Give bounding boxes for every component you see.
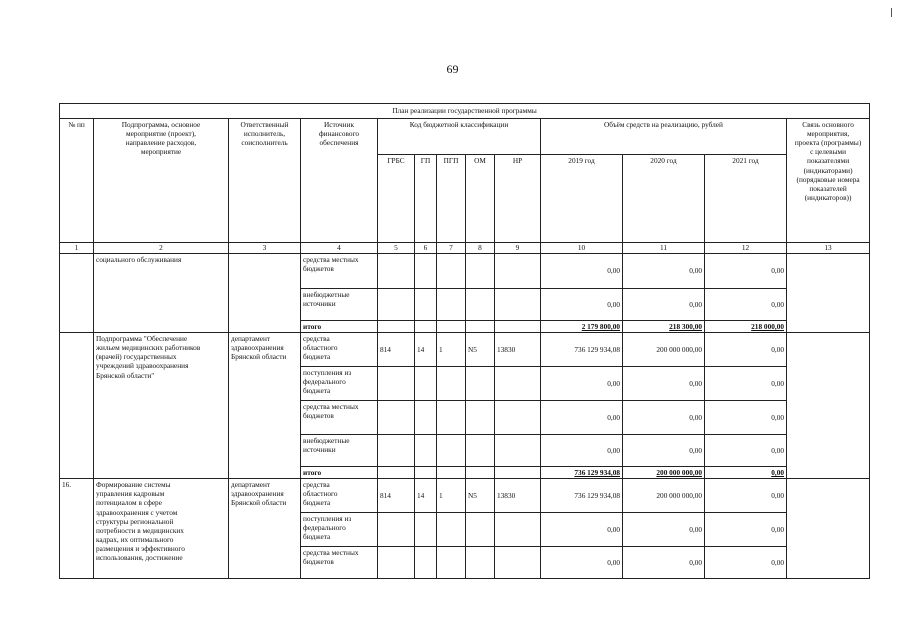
code-nr: 13830 — [495, 333, 541, 367]
col-number: 3 — [229, 243, 301, 254]
header-source: Источник финансового обеспечения — [301, 119, 378, 243]
header-volume: Объём средств на реализацию, рублей — [541, 119, 787, 155]
row-source: средства местных бюджетов — [301, 401, 378, 435]
code-gp: 14 — [415, 479, 437, 513]
value-2020: 218 300,00 — [623, 321, 705, 333]
column-number-row — [60, 243, 870, 254]
header-link: Связь основного мероприятия, проекта (программы) с целевыми показателями (индикаторами) (порядковые номера показателей (индикаторов)) — [787, 119, 870, 243]
value-2021: 0,00 — [705, 467, 787, 479]
row-num: 16. — [60, 479, 94, 579]
header-2019: 2019 год — [541, 155, 623, 243]
value-2019: 0,00 — [541, 435, 623, 467]
code-grbs: 814 — [378, 333, 415, 367]
value-2020: 200 000 000,00 — [623, 333, 705, 367]
value-2021: 0,00 — [705, 254, 787, 289]
value-2020: 0,00 — [623, 289, 705, 321]
code-nr: 13830 — [495, 479, 541, 513]
row-description: Подпрограмма "Обеспечение жильем медицинских работников (врачей) государственных учреждений здравоохранения Брянской области" — [94, 333, 229, 479]
code-grbs: 814 — [378, 479, 415, 513]
code-pgp: 1 — [437, 333, 466, 367]
value-2021: 218 000,00 — [705, 321, 787, 333]
col-number: 8 — [466, 243, 495, 254]
header-nr: НР — [495, 155, 541, 243]
header-responsible: Ответственный исполнитель, соисполнитель — [229, 119, 301, 243]
value-2020: 0,00 — [623, 547, 705, 579]
value-2021: 0,00 — [705, 333, 787, 367]
value-2021: 0,00 — [705, 435, 787, 467]
row-source: средства местных бюджетов — [301, 547, 378, 579]
edge-mark — [891, 8, 892, 17]
value-2019: 0,00 — [541, 254, 623, 289]
code-om: N5 — [466, 479, 495, 513]
plan-table — [59, 103, 870, 579]
row-source: средства областного бюджета — [301, 479, 378, 513]
value-2019: 2 179 800,00 — [541, 321, 623, 333]
value-2019: 736 129 934,08 — [541, 333, 623, 367]
page-number: 69 — [446, 62, 459, 76]
value-2019: 736 129 934,08 — [541, 467, 623, 479]
value-2020: 200 000 000,00 — [623, 479, 705, 513]
col-number: 11 — [623, 243, 705, 254]
title-row — [60, 104, 870, 119]
row-description: социального обслуживания — [94, 254, 229, 333]
col-number: 9 — [495, 243, 541, 254]
row-num — [60, 254, 94, 333]
plan-table-container — [59, 103, 869, 579]
col-number: 10 — [541, 243, 623, 254]
value-2020: 0,00 — [623, 254, 705, 289]
header-budget-code: Код бюджетной классификации — [378, 119, 541, 155]
value-2019: 0,00 — [541, 513, 623, 547]
header-2021: 2021 год — [705, 155, 787, 243]
row-description: Формирование системы управления кадровым потенциалом в сфере здравоохранения с учетом структуры региональной потребности в медицинских кадрах, их оптимального размещения и эффективного использования, достижение — [94, 479, 229, 579]
table-row — [60, 333, 870, 367]
row-source: внебюджетные источники — [301, 289, 378, 321]
col-number: 12 — [705, 243, 787, 254]
code-gp: 14 — [415, 333, 437, 367]
col-number: 1 — [60, 243, 94, 254]
row-source: итого — [301, 321, 378, 333]
value-2021: 0,00 — [705, 479, 787, 513]
row-responsible: департамент здравоохранения Брянской области — [229, 479, 301, 579]
value-2019: 0,00 — [541, 367, 623, 401]
header-subprogram: Подпрограмма, основное мероприятие (проект), направление расходов, мероприятие — [94, 119, 229, 243]
table-title: План реализации государственной программы — [60, 104, 870, 119]
code-pgp: 1 — [437, 479, 466, 513]
header-2020: 2020 год — [623, 155, 705, 243]
header-gp: ГП — [415, 155, 437, 243]
value-2021: 0,00 — [705, 513, 787, 547]
value-2020: 200 000 000,00 — [623, 467, 705, 479]
row-link — [787, 254, 870, 333]
table-row — [60, 254, 870, 289]
value-2020: 0,00 — [623, 513, 705, 547]
row-source: внебюджетные источники — [301, 435, 378, 467]
value-2021: 0,00 — [705, 547, 787, 579]
col-number: 6 — [415, 243, 437, 254]
row-source: поступления из федерального бюджета — [301, 513, 378, 547]
row-source: поступления из федерального бюджета — [301, 367, 378, 401]
table-row — [60, 479, 870, 513]
col-number: 4 — [301, 243, 378, 254]
row-source: средства местных бюджетов — [301, 254, 378, 289]
value-2021: 0,00 — [705, 367, 787, 401]
value-2019: 0,00 — [541, 401, 623, 435]
col-number: 13 — [787, 243, 870, 254]
value-2020: 0,00 — [623, 401, 705, 435]
row-source: итого — [301, 467, 378, 479]
row-source: средства областного бюджета — [301, 333, 378, 367]
code-om: N5 — [466, 333, 495, 367]
value-2021: 0,00 — [705, 289, 787, 321]
header-pgp: ПГП — [437, 155, 466, 243]
value-2019: 736 129 934,08 — [541, 479, 623, 513]
row-num — [60, 333, 94, 479]
row-responsible: департамент здравоохранения Брянской области — [229, 333, 301, 479]
col-number: 7 — [437, 243, 466, 254]
header-num: № пп — [60, 119, 94, 243]
header-grbs: ГРБС — [378, 155, 415, 243]
row-link — [787, 479, 870, 579]
row-responsible — [229, 254, 301, 333]
col-number: 5 — [378, 243, 415, 254]
value-2020: 0,00 — [623, 367, 705, 401]
value-2020: 0,00 — [623, 435, 705, 467]
col-number: 2 — [94, 243, 229, 254]
value-2019: 0,00 — [541, 289, 623, 321]
header-row-1 — [60, 119, 870, 155]
header-om: ОМ — [466, 155, 495, 243]
row-link — [787, 333, 870, 479]
value-2019: 0,00 — [541, 547, 623, 579]
value-2021: 0,00 — [705, 401, 787, 435]
